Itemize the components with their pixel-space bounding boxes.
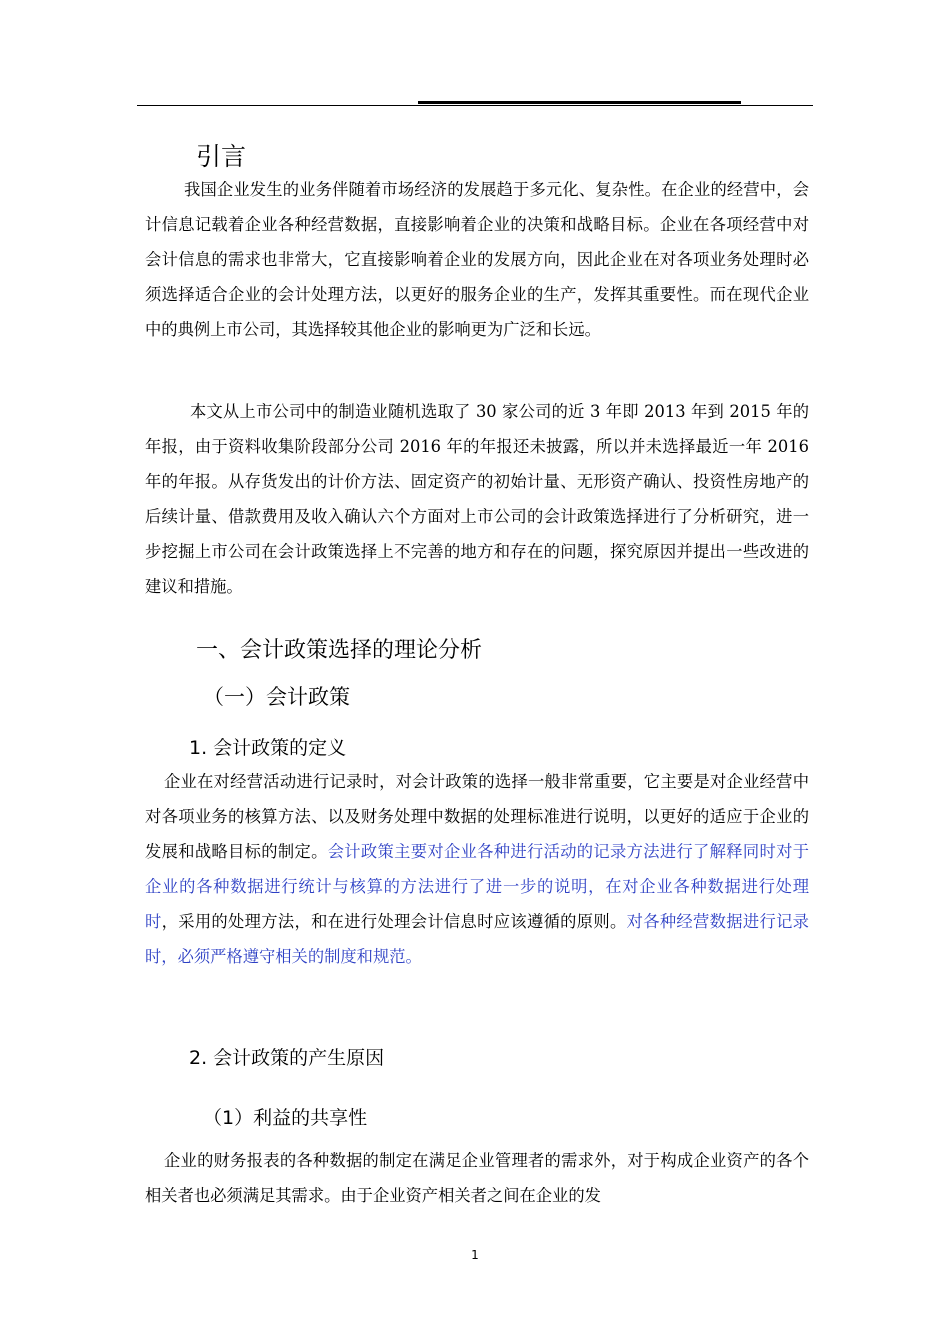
definition-text-2: ，采用的处理方法，和在进行处理会计信息时应该遵循的原则。 <box>161 912 627 931</box>
definition-text: 企业在对经营活动进行记录时，对会计政策的选择一般非常重要，它主要是对企业经营中对各项业务的核算方法、以及财务处理中数据的处理标准进行说明，以更好的适应于企业的发展和战略目标的制定。 <box>145 772 809 861</box>
intro-heading: 引言 <box>196 142 247 171</box>
chapter-heading: 一、会计政策选择的理论分析 <box>196 638 483 663</box>
definition-paragraph <box>145 764 809 974</box>
header-rule-thin <box>137 105 813 106</box>
intro-paragraph-2: 本文从上市公司中的制造业随机选取了 30 家公司的近 3 年即 2013 年到 2015 年的年报，由于资料收集阶段部分公司 2016 年的年报还未披露，所以并未选择最近一年 2016 年的年报。从存货发出的计价方法、固定资产的初始计量、无形资产确认、投资性房地产的后续计量、借款费用及收入确认六个方面对上市公司的会计政策选择进行了分析研究，进一步挖掘上市公司在会计政策选择上不完善的地方和存在的问题，探究原因并提出一些改进的建议和措施。 <box>145 402 809 596</box>
header-rule-thick <box>418 101 741 104</box>
subsection-heading-definition: 1. 会计政策的定义 <box>189 737 347 759</box>
shared-interest-paragraph: 企业的财务报表的各种数据的制定在满足企业管理者的需求外，对于构成企业资产的各个相关者也必须满足其需求。由于企业资产相关者之间在企业的发 <box>145 1151 809 1205</box>
definition-highlight-1: 会计政策主要对企业各种进行活动的记录方法进行了解释同时对于企业的各种数据进行统计与核算的方法进行了进一步的说明，在对企业各种数据进行处理时 <box>145 842 809 931</box>
intro-paragraph-1: 我国企业发生的业务伴随着市场经济的发展趋于多元化、复杂性。在企业的经营中，会计信息记载着企业各种经营数据，直接影响着企业的决策和战略目标。企业在各项经营中对会计信息的需求也非常大，它直接影响着企业的发展方向，因此企业在对各项业务处理时必须选择适合企业的会计处理方法，以更好的服务企业的生产，发挥其重要性。而在现代企业中的典例上市公司，其选择较其他企业的影响更为广泛和长远。 <box>145 180 809 339</box>
definition-highlight-2: 对各种经营数据进行记录时，必须严格遵守相关的制度和规范。 <box>145 912 809 966</box>
section-heading: （一）会计政策 <box>203 685 350 709</box>
subsection-heading-causes: 2. 会计政策的产生原因 <box>189 1047 385 1069</box>
point-heading-shared-interest: （1）利益的共享性 <box>203 1107 368 1129</box>
page-number: 1 <box>471 1248 479 1262</box>
